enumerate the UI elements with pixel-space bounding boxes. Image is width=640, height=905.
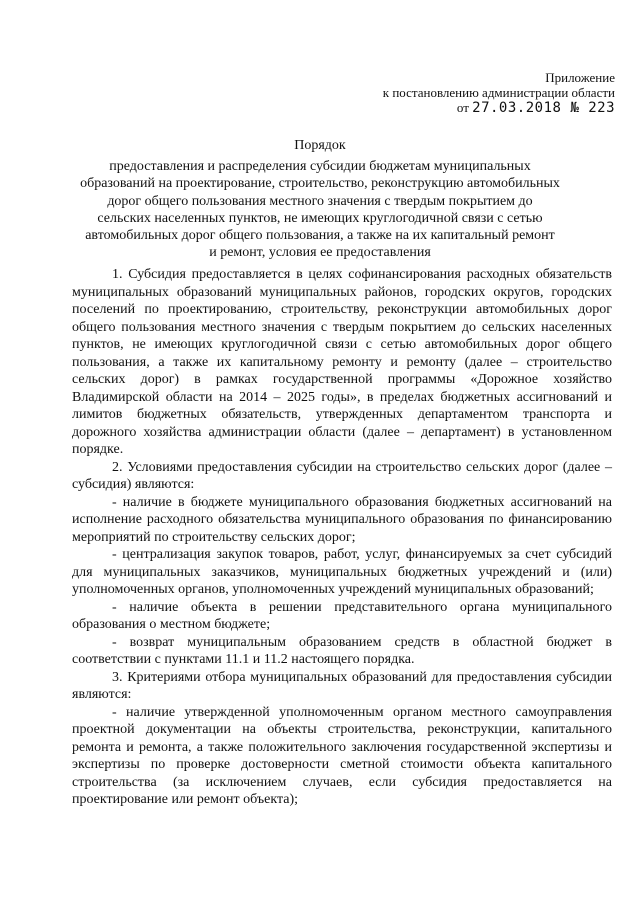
appendix-header: [383, 70, 615, 116]
paragraph-2: 2. Условиями предоставления субсидии на строительство сельских дорог (далее – субсидия) являются:: [72, 459, 612, 492]
title-subtitle: предоставления и распределения субсидии бюджетам муниципальных образований на проектирование, строительство, реконструкцию автомобильных дорог общего пользования местного значения с твердым покрытием до сельских населенных пунктов, не имеющих круглогодичной связи с сетью автомобильных дорог общего пользования, а также на их капитальный ремонт и ремонт, условия ее предоставления: [80, 159, 560, 261]
list-item: - централизация закупок товаров, работ, услуг, финансируемых за счет субсидий для муниципальных заказчиков, муниципальных бюджетных учреждений и (или) уполномоченных органов, уполномоченных учреждений муниципальных образований;: [72, 547, 612, 597]
appendix-label: Приложение: [545, 70, 615, 85]
document-title: [80, 137, 560, 261]
list-item: - наличие утвержденной уполномоченным органом местного самоуправления проектной документации на объекты строительства, реконструкции, капитального ремонта и ремонта, а также положительного заключения государственной экспертизы и экспертизы по проверке достоверности сметной стоимости объекта капитального строительства (за исключением случаев, если субсидия предоставляется на проектирование или ремонт объекта);: [72, 704, 612, 807]
date-prefix: от: [456, 100, 469, 115]
date-stamp: 27.03.2018 № 223: [472, 100, 615, 116]
paragraph-3: 3. Критериями отбора муниципальных образований для предоставления субсидии являются:: [72, 669, 612, 702]
list-item: - возврат муниципальным образованием средств в областной бюджет в соответствии с пунктами 11.1 и 11.2 настоящего порядка.: [72, 634, 612, 667]
list-item: - наличие объекта в решении представительного органа муниципального образования о местном бюджете;: [72, 599, 612, 632]
title-heading: Порядок: [294, 138, 346, 153]
paragraph-1: 1. Субсидия предоставляется в целях софинансирования расходных обязательств муниципальных образований муниципальных районов, городских округов, городских поселений по проектированию, строительству, реконструкции автомобильных дорог общего пользования местного значения с твердым покрытием до сельских населенных пунктов, не имеющих круглогодичной связи с сетью автомобильных дорог общего пользования, а также их капитальному ремонту и ремонту (далее – строительство сельских дорог) в рамках государственной программы «Дорожное хозяйство Владимирской области на 2014 – 2025 годы», в пределах бюджетных ассигнований и лимитов бюджетных обязательств, утвержденных департаментом транспорта и дорожного хозяйства администрации области (далее – департамент) в установленном порядке.: [72, 267, 612, 457]
document-body: [72, 266, 612, 809]
list-item: - наличие в бюджете муниципального образования бюджетных ассигнований на исполнение расходного обязательства муниципального образования по финансированию мероприятий по строительству сельских дорог;: [72, 494, 612, 545]
appendix-reference: к постановлению администрации области: [382, 85, 615, 100]
appendix-date-line: [383, 100, 615, 116]
